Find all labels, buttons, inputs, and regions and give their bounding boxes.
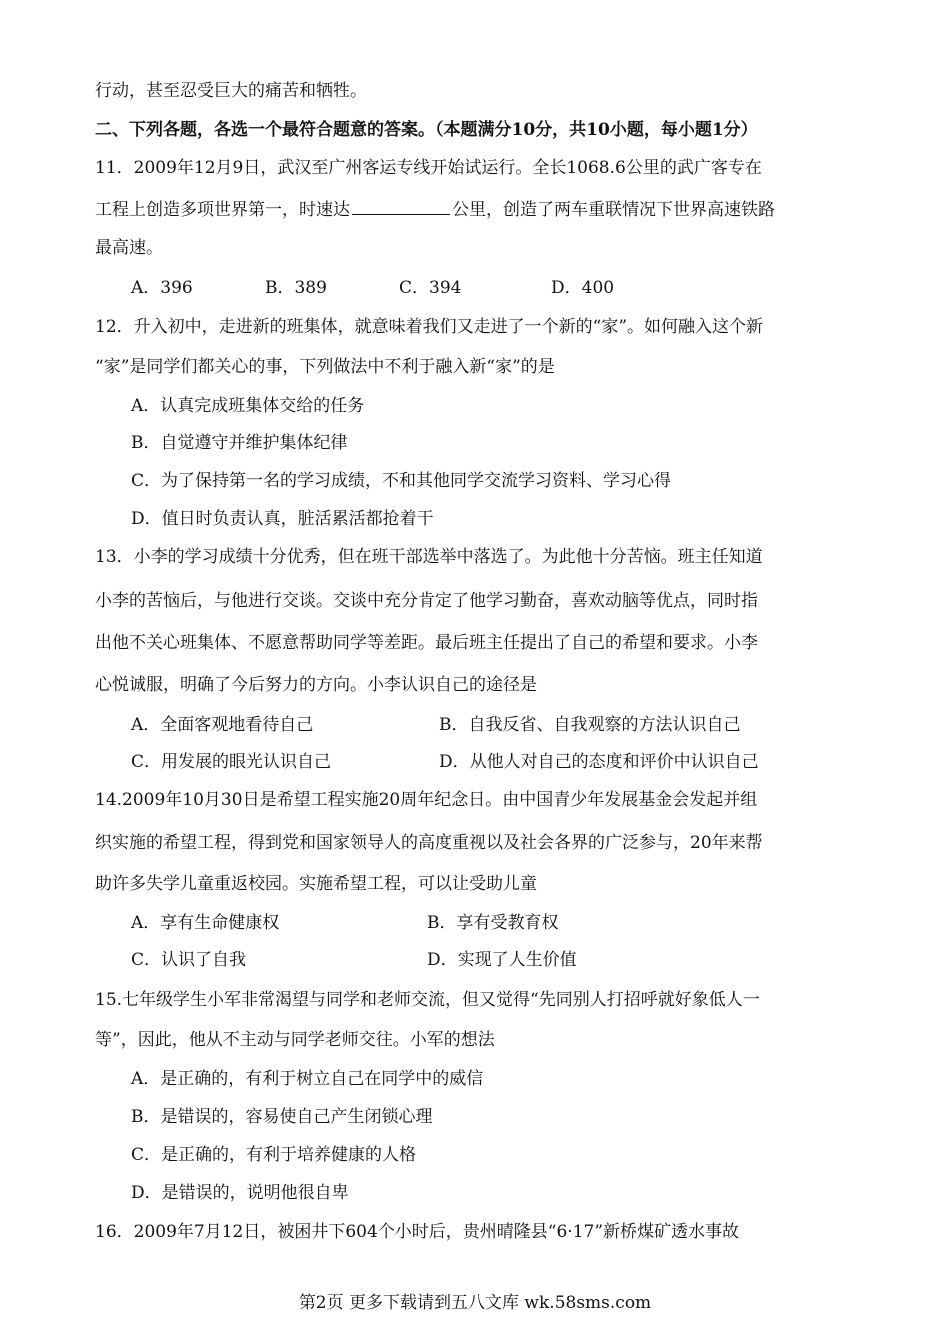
question-16-text: 16．2009年7月12日，被困井下604个小时后，贵州晴隆县“6·17”新桥煤矿透水事故 <box>95 1222 740 1242</box>
question-13-text: 出他不关心班集体、不愿意帮助同学等差距。最后班主任提出了自己的希望和要求。小李 <box>95 633 758 653</box>
question-11-text-part1: 工程上创造多项世界第一，时速达 <box>95 200 350 220</box>
option-a: A．享有生命健康权 <box>131 913 280 933</box>
question-13-text: 13．小李的学习成绩十分优秀，但在班干部选举中落选了。为此他十分苦恼。班主任知道 <box>95 547 763 567</box>
question-15-text: 等”，因此，他从不主动与同学老师交往。小军的想法 <box>95 1030 495 1050</box>
page-footer: 第2页 更多下载请到五八文库 wk.58sms.com <box>298 1293 652 1313</box>
question-12-text: 12．升入初中，走进新的班集体，就意味着我们又走进了一个新的“家”。如何融入这个新 <box>95 317 764 337</box>
question-11-text-blank-line <box>95 198 860 220</box>
question-11-text-part2: 公里，创造了两车重联情况下世界高速铁路 <box>452 200 775 220</box>
answer-blank <box>352 198 450 215</box>
question-13-text: 心悦诚服，明确了今后努力的方向。小李认识自己的途径是 <box>95 675 537 695</box>
question-11-text: 最高速。 <box>95 238 163 258</box>
option-c: C．394 <box>399 278 462 298</box>
option-d: D．值日时负责认真，脏活累活都抢着干 <box>131 509 434 529</box>
option-b: B．389 <box>265 278 327 298</box>
option-d: D．实现了人生价值 <box>427 950 577 970</box>
option-c: C．用发展的眼光认识自己 <box>131 752 332 772</box>
option-c: C．认识了自我 <box>131 950 247 970</box>
question-13-text: 小李的苦恼后，与他进行交谈。交谈中充分肯定了他学习勤奋，喜欢动脑等优点，同时指 <box>95 591 758 611</box>
option-b: B．是错误的，容易使自己产生闭锁心理 <box>131 1107 433 1127</box>
option-a: A．认真完成班集体交给的任务 <box>131 396 365 416</box>
option-a: A．全面客观地看待自己 <box>131 715 314 735</box>
option-a: A．是正确的，有利于树立自己在同学中的威信 <box>131 1069 484 1089</box>
section-heading: 二、下列各题，各选一个最符合题意的答案。（本题满分10分，共10小题，每小题1分） <box>95 120 758 140</box>
text-line: 行动，甚至忍受巨大的痛苦和牺牲。 <box>95 81 367 101</box>
question-14-text: 织实施的希望工程，得到党和国家领导人的高度重视以及社会各界的广泛参与，20年来帮 <box>95 833 763 853</box>
option-c: C．为了保持第一名的学习成绩，不和其他同学交流学习资料、学习心得 <box>131 471 672 491</box>
question-15-text: 15.七年级学生小军非常渴望与同学和老师交流，但又觉得“先同别人打招呼就好象低人一 <box>95 990 760 1010</box>
option-b: B．享有受教育权 <box>427 913 559 933</box>
option-b: B．自觉遵守并维护集体纪律 <box>131 433 348 453</box>
question-11-text: 11．2009年12月9日，武汉至广州客运专线开始试运行。全长1068.6公里的武广客专在 <box>95 158 762 178</box>
option-d: D．400 <box>551 278 615 298</box>
option-d: D．从他人对自己的态度和评价中认识自己 <box>439 752 759 772</box>
option-b: B．自我反省、自我观察的方法认识自己 <box>439 715 741 735</box>
question-14-text: 助许多失学儿童重返校园。实施希望工程，可以让受助儿童 <box>95 874 537 894</box>
question-14-text: 14.2009年10月30日是希望工程实施20周年纪念日。由中国青少年发展基金会发起并组 <box>95 790 758 810</box>
question-12-text: “家”是同学们都关心的事，下列做法中不利于融入新“家”的是 <box>95 357 555 377</box>
option-d: D．是错误的，说明他很自卑 <box>131 1183 349 1203</box>
option-a: A．396 <box>131 278 193 298</box>
option-c: C．是正确的，有利于培养健康的人格 <box>131 1145 417 1165</box>
